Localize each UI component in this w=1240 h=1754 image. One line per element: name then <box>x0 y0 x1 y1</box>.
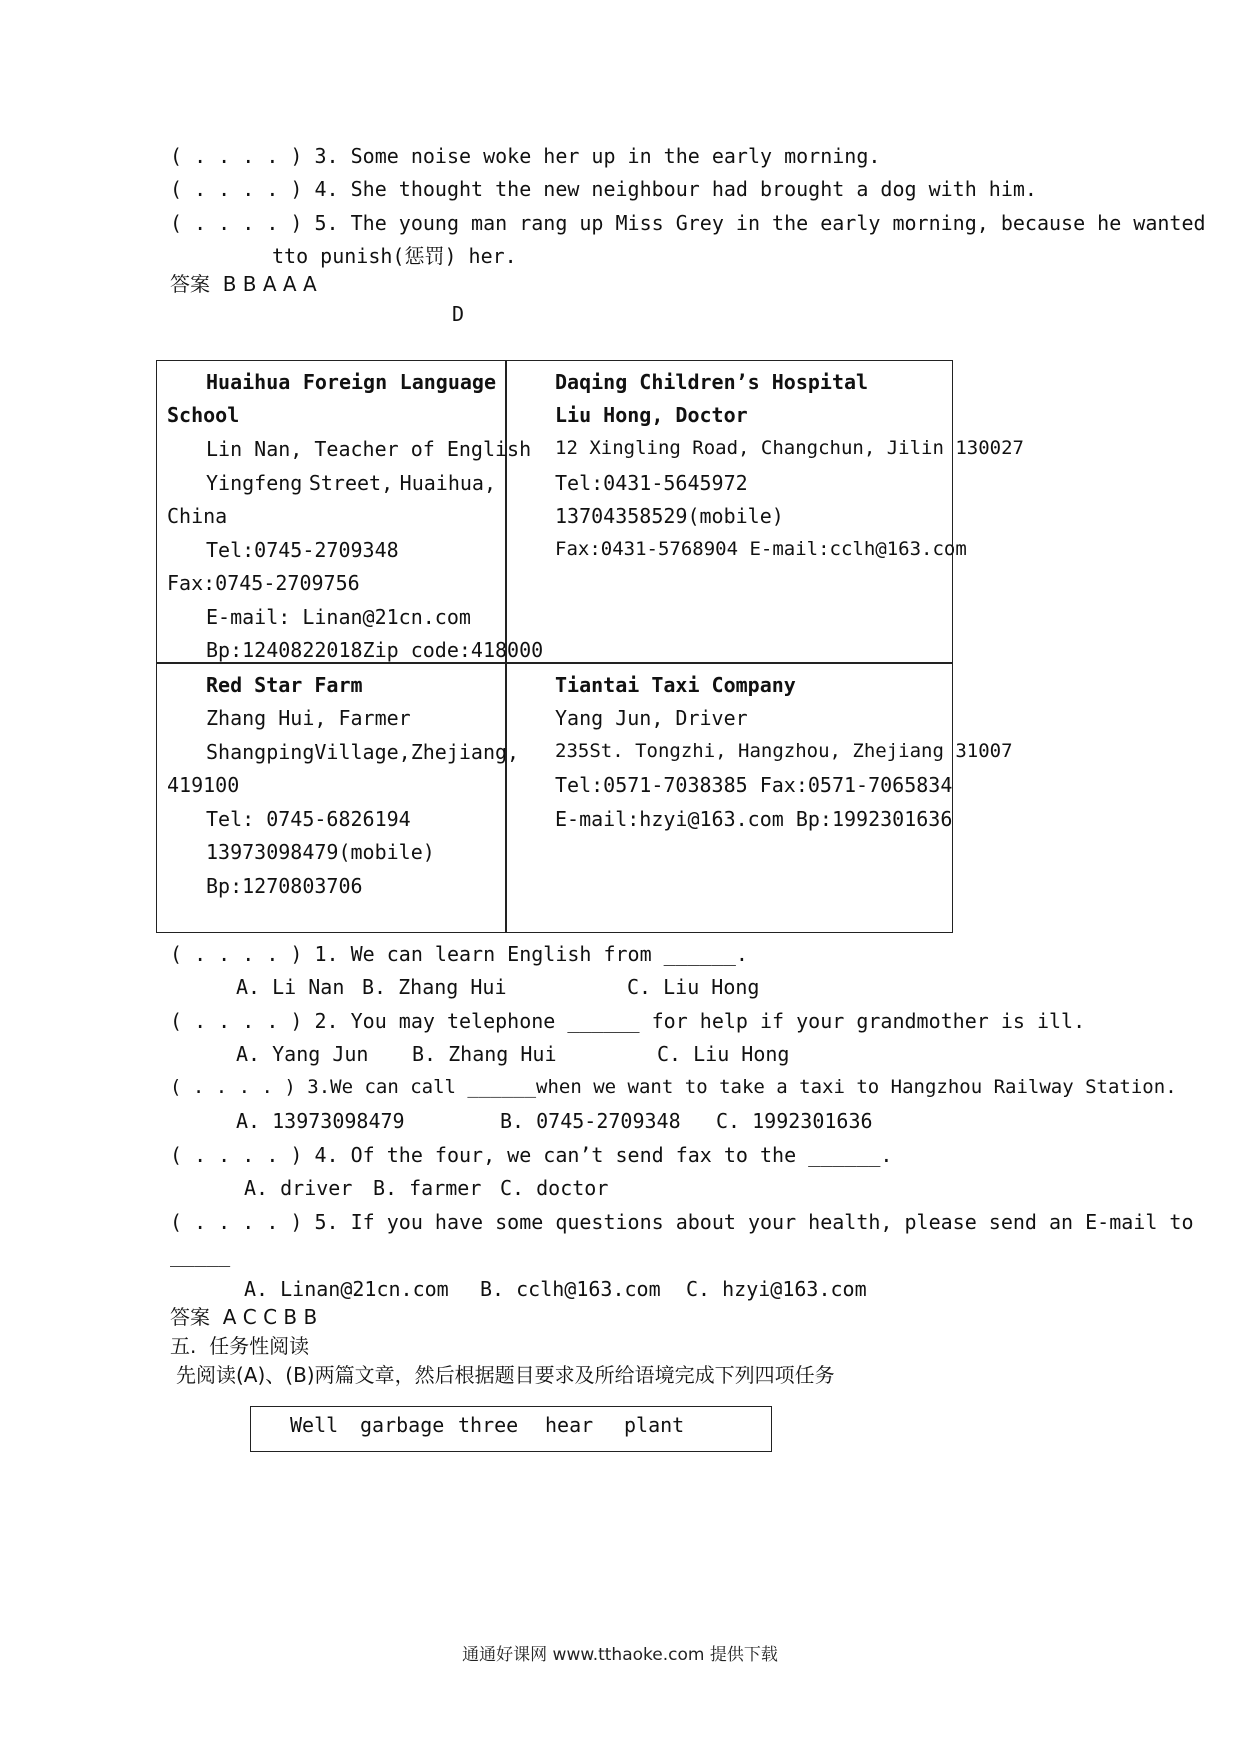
card-text: Foreign <box>302 370 388 394</box>
d-question-1: ( . . . . ) 1. We can learn English from ______. <box>170 942 748 966</box>
card-tiantai-taxi <box>555 663 1013 931</box>
card-text: Red Star Farm <box>206 673 363 697</box>
card-text: Huaihua <box>206 370 291 394</box>
section-five-heading: 五. 任务性阅读 <box>170 1334 310 1358</box>
card-mobile: 13704358529(mobile) <box>555 504 784 528</box>
card-text: Huaihua, <box>399 471 496 495</box>
card-tel-fax: Tel:0571-7038385 Fax:0571-7065834 <box>555 773 953 797</box>
card-daqing-hospital <box>555 360 1024 660</box>
card-text: School <box>167 403 240 427</box>
page-footer: 通通好课网 www.tthaoke.com 提供下载 <box>462 1645 778 1665</box>
card-fax: Fax:0745-2709756 <box>167 571 360 595</box>
d-q4-option-c: C. doctor <box>500 1176 609 1200</box>
card-text: China <box>167 504 228 528</box>
d-q1-option-b: B. Zhang Hui <box>362 975 507 999</box>
section-five-instruction: 先阅读(A)、(B)两篇文章，然后根据题目要求及所给语境完成下列四项任务 <box>176 1363 835 1387</box>
card-text: Village, <box>314 740 411 764</box>
card-fax-email: Fax:0431-5768904 E-mail:cclh@163.com <box>555 538 967 560</box>
d-q5-option-b: B. cclh@163.com <box>480 1277 661 1301</box>
card-tel: Tel:0745-2709348 <box>206 538 399 562</box>
question-5: ( . . . . ) 5. The young man rang up Miss Grey in the early morning, because he wanted <box>170 211 1206 235</box>
card-zip: 419100 <box>167 773 240 797</box>
card-address: 235St. Tongzhi, Hangzhou, Zhejiang 31007 <box>555 740 1013 762</box>
card-text: Daqing Children’s Hospital <box>555 370 869 394</box>
d-question-4: ( . . . . ) 4. Of the four, we can’t send fax to the ______. <box>170 1143 893 1167</box>
card-name: Liu Hong, Doctor <box>555 403 748 427</box>
d-q3-option-b: B. 0745-2709348 <box>500 1109 681 1133</box>
d-q3-option-a: A. 13973098479 <box>236 1109 405 1133</box>
d-q5-option-a: A. Linan@21cn.com <box>244 1277 449 1301</box>
card-huaihua-school <box>167 360 544 662</box>
d-q1-option-a: A. Li Nan <box>236 975 345 999</box>
card-tel: Tel: 0745-6826194 <box>206 807 411 831</box>
word-bank-item: hear <box>545 1413 594 1437</box>
d-question-2: ( . . . . ) 2. You may telephone ______ for help if your grandmother is ill. <box>170 1009 1086 1033</box>
card-text: Language <box>399 370 496 394</box>
d-q2-option-c: C. Liu Hong <box>657 1042 790 1066</box>
question-5-continued: tto punish(惩罚) her. <box>272 244 517 268</box>
card-text: Zhejiang, <box>410 740 520 764</box>
word-bank-item: Well <box>290 1413 339 1437</box>
card-text: Shangping <box>206 740 315 764</box>
card-text: Tiantai Taxi Company <box>555 673 796 697</box>
question-3: ( . . . . ) 3. Some noise woke her up in the early morning. <box>170 144 881 168</box>
card-mobile: 13973098479(mobile) <box>206 840 435 864</box>
d-q3-option-c: C. 1992301636 <box>716 1109 873 1133</box>
d-question-3: ( . . . . ) 3.We can call ______when we want to take a taxi to Hangzhou Railway Station. <box>170 1076 1177 1098</box>
card-tel: Tel:0431-5645972 <box>555 471 748 495</box>
d-question-5: ( . . . . ) 5. If you have some questions about your health, please send an E-mail to <box>170 1210 1194 1234</box>
card-bp-zip: Bp:1240822018Zip code:418000 <box>206 638 544 662</box>
card-text: Street, <box>308 471 394 495</box>
card-email-bp: E-mail:hzyi@163.com Bp:1992301636 <box>555 807 953 831</box>
question-4: ( . . . . ) 4. She thought the new neighbour had brought a dog with him. <box>170 177 1037 201</box>
d-question-5-blank: _____ <box>170 1243 231 1267</box>
card-bp: Bp:1270803706 <box>206 874 363 898</box>
card-name: Yang Jun, Driver <box>555 706 748 730</box>
d-q1-option-c: C. Liu Hong <box>627 975 760 999</box>
card-address: 12 Xingling Road, Changchun, Jilin 130027 <box>555 437 1024 459</box>
word-bank-item: three <box>458 1413 519 1437</box>
d-q4-option-b: B. farmer <box>373 1176 482 1200</box>
word-bank-item: garbage <box>360 1413 445 1437</box>
card-text: Yingfeng <box>206 471 303 495</box>
d-q4-option-a: A. driver <box>244 1176 353 1200</box>
card-name: Lin Nan, Teacher of English <box>206 437 532 461</box>
section-d-label: D <box>452 302 465 326</box>
d-q2-option-a: A. Yang Jun <box>236 1042 369 1066</box>
answer-key-c: 答案 B B A A A <box>170 272 317 296</box>
card-name: Zhang Hui, Farmer <box>206 706 411 730</box>
d-q5-option-c: C. hzyi@163.com <box>686 1277 867 1301</box>
answer-key-d: 答案 A C C B B <box>170 1305 318 1329</box>
d-q2-option-b: B. Zhang Hui <box>412 1042 557 1066</box>
card-red-star-farm <box>167 663 520 931</box>
word-bank-item: plant <box>624 1413 685 1437</box>
card-email: E-mail: Linan@21cn.com <box>206 605 471 629</box>
